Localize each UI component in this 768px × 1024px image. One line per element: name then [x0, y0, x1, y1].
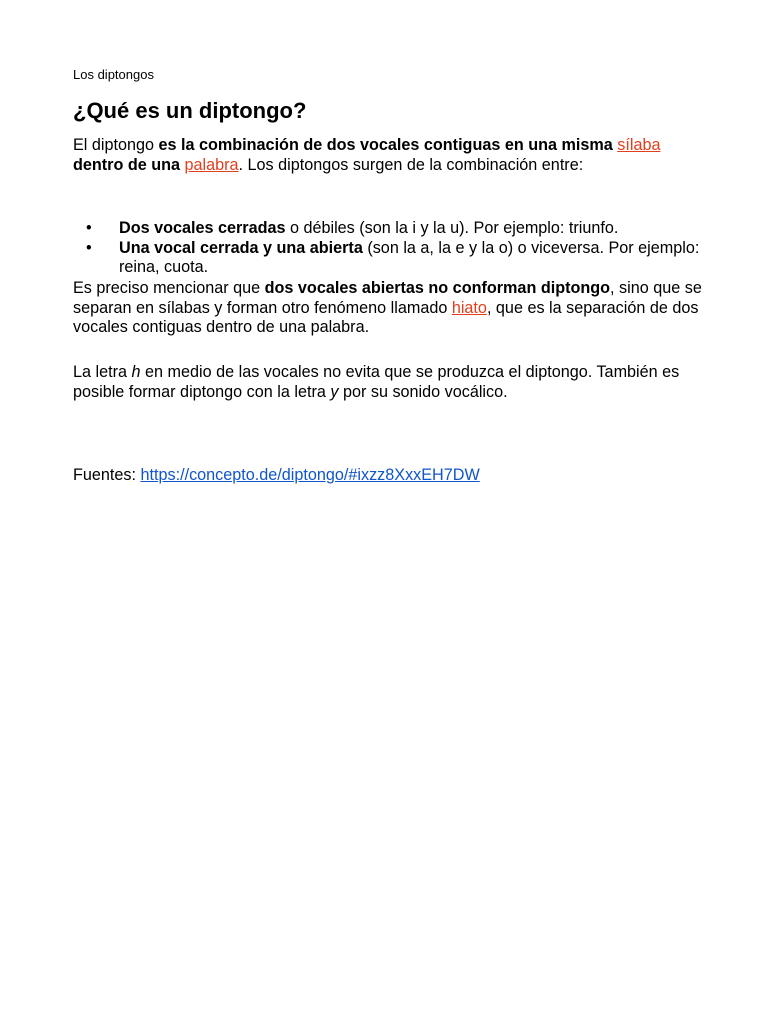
intro-text-3: . Los diptongos surgen de la combinación entre: — [238, 155, 584, 174]
letter-text-1: La letra — [73, 363, 132, 381]
hiato-paragraph — [73, 279, 713, 338]
bullet-icon: • — [86, 219, 92, 237]
hiato-link[interactable]: hiato — [451, 298, 487, 317]
sources-paragraph — [73, 466, 713, 486]
intro-paragraph — [73, 136, 713, 175]
sources-label: Fuentes: — [73, 466, 141, 484]
palabra-link[interactable]: palabra — [184, 155, 239, 174]
letter-text-2: en medio de las vocales no evita que se produzca el diptongo. También es posible formar diptongo con la letra — [73, 363, 680, 401]
letter-h-italic: h — [131, 363, 141, 381]
list-item-bold: Una vocal cerrada y una abierta — [119, 238, 363, 257]
list-item-bold: Dos vocales cerradas — [119, 219, 286, 237]
page-header: Los diptongos — [73, 67, 154, 82]
diphthong-types-list — [73, 219, 713, 278]
bullet-icon: • — [86, 238, 92, 257]
intro-text-1: El diptongo — [73, 136, 159, 154]
page-title: ¿Qué es un diptongo? — [73, 98, 307, 123]
letter-y-italic: y — [330, 382, 339, 401]
intro-bold-1: es la combinación de dos vocales contiguas en una misma — [158, 136, 613, 154]
intro-bold-2: dentro de una — [73, 155, 185, 174]
hiato-text-1: Es preciso mencionar que — [73, 279, 265, 297]
hiato-text-2: , sino que se separan en sílabas y forman otro fenómeno llamado — [73, 279, 702, 317]
hiato-text-3: , que es la separación de dos vocales contiguas dentro de una palabra. — [73, 298, 699, 336]
list-item — [73, 239, 713, 278]
silaba-link[interactable]: sílaba — [617, 136, 661, 154]
list-item — [73, 219, 713, 239]
letter-h-paragraph — [73, 363, 713, 402]
list-item-text: o débiles (son la i y la u). Por ejemplo: triunfo. — [285, 219, 619, 237]
hiato-bold: dos vocales abiertas no conforman diptongo — [264, 279, 611, 297]
list-item-text: (son la a, la e y la o) o viceversa. Por ejemplo: reina, cuota. — [119, 238, 700, 276]
source-url-link[interactable]: https://concepto.de/diptongo/#ixzz8XxxEH7DW — [140, 466, 480, 484]
letter-text-3: por su sonido vocálico. — [338, 382, 508, 401]
